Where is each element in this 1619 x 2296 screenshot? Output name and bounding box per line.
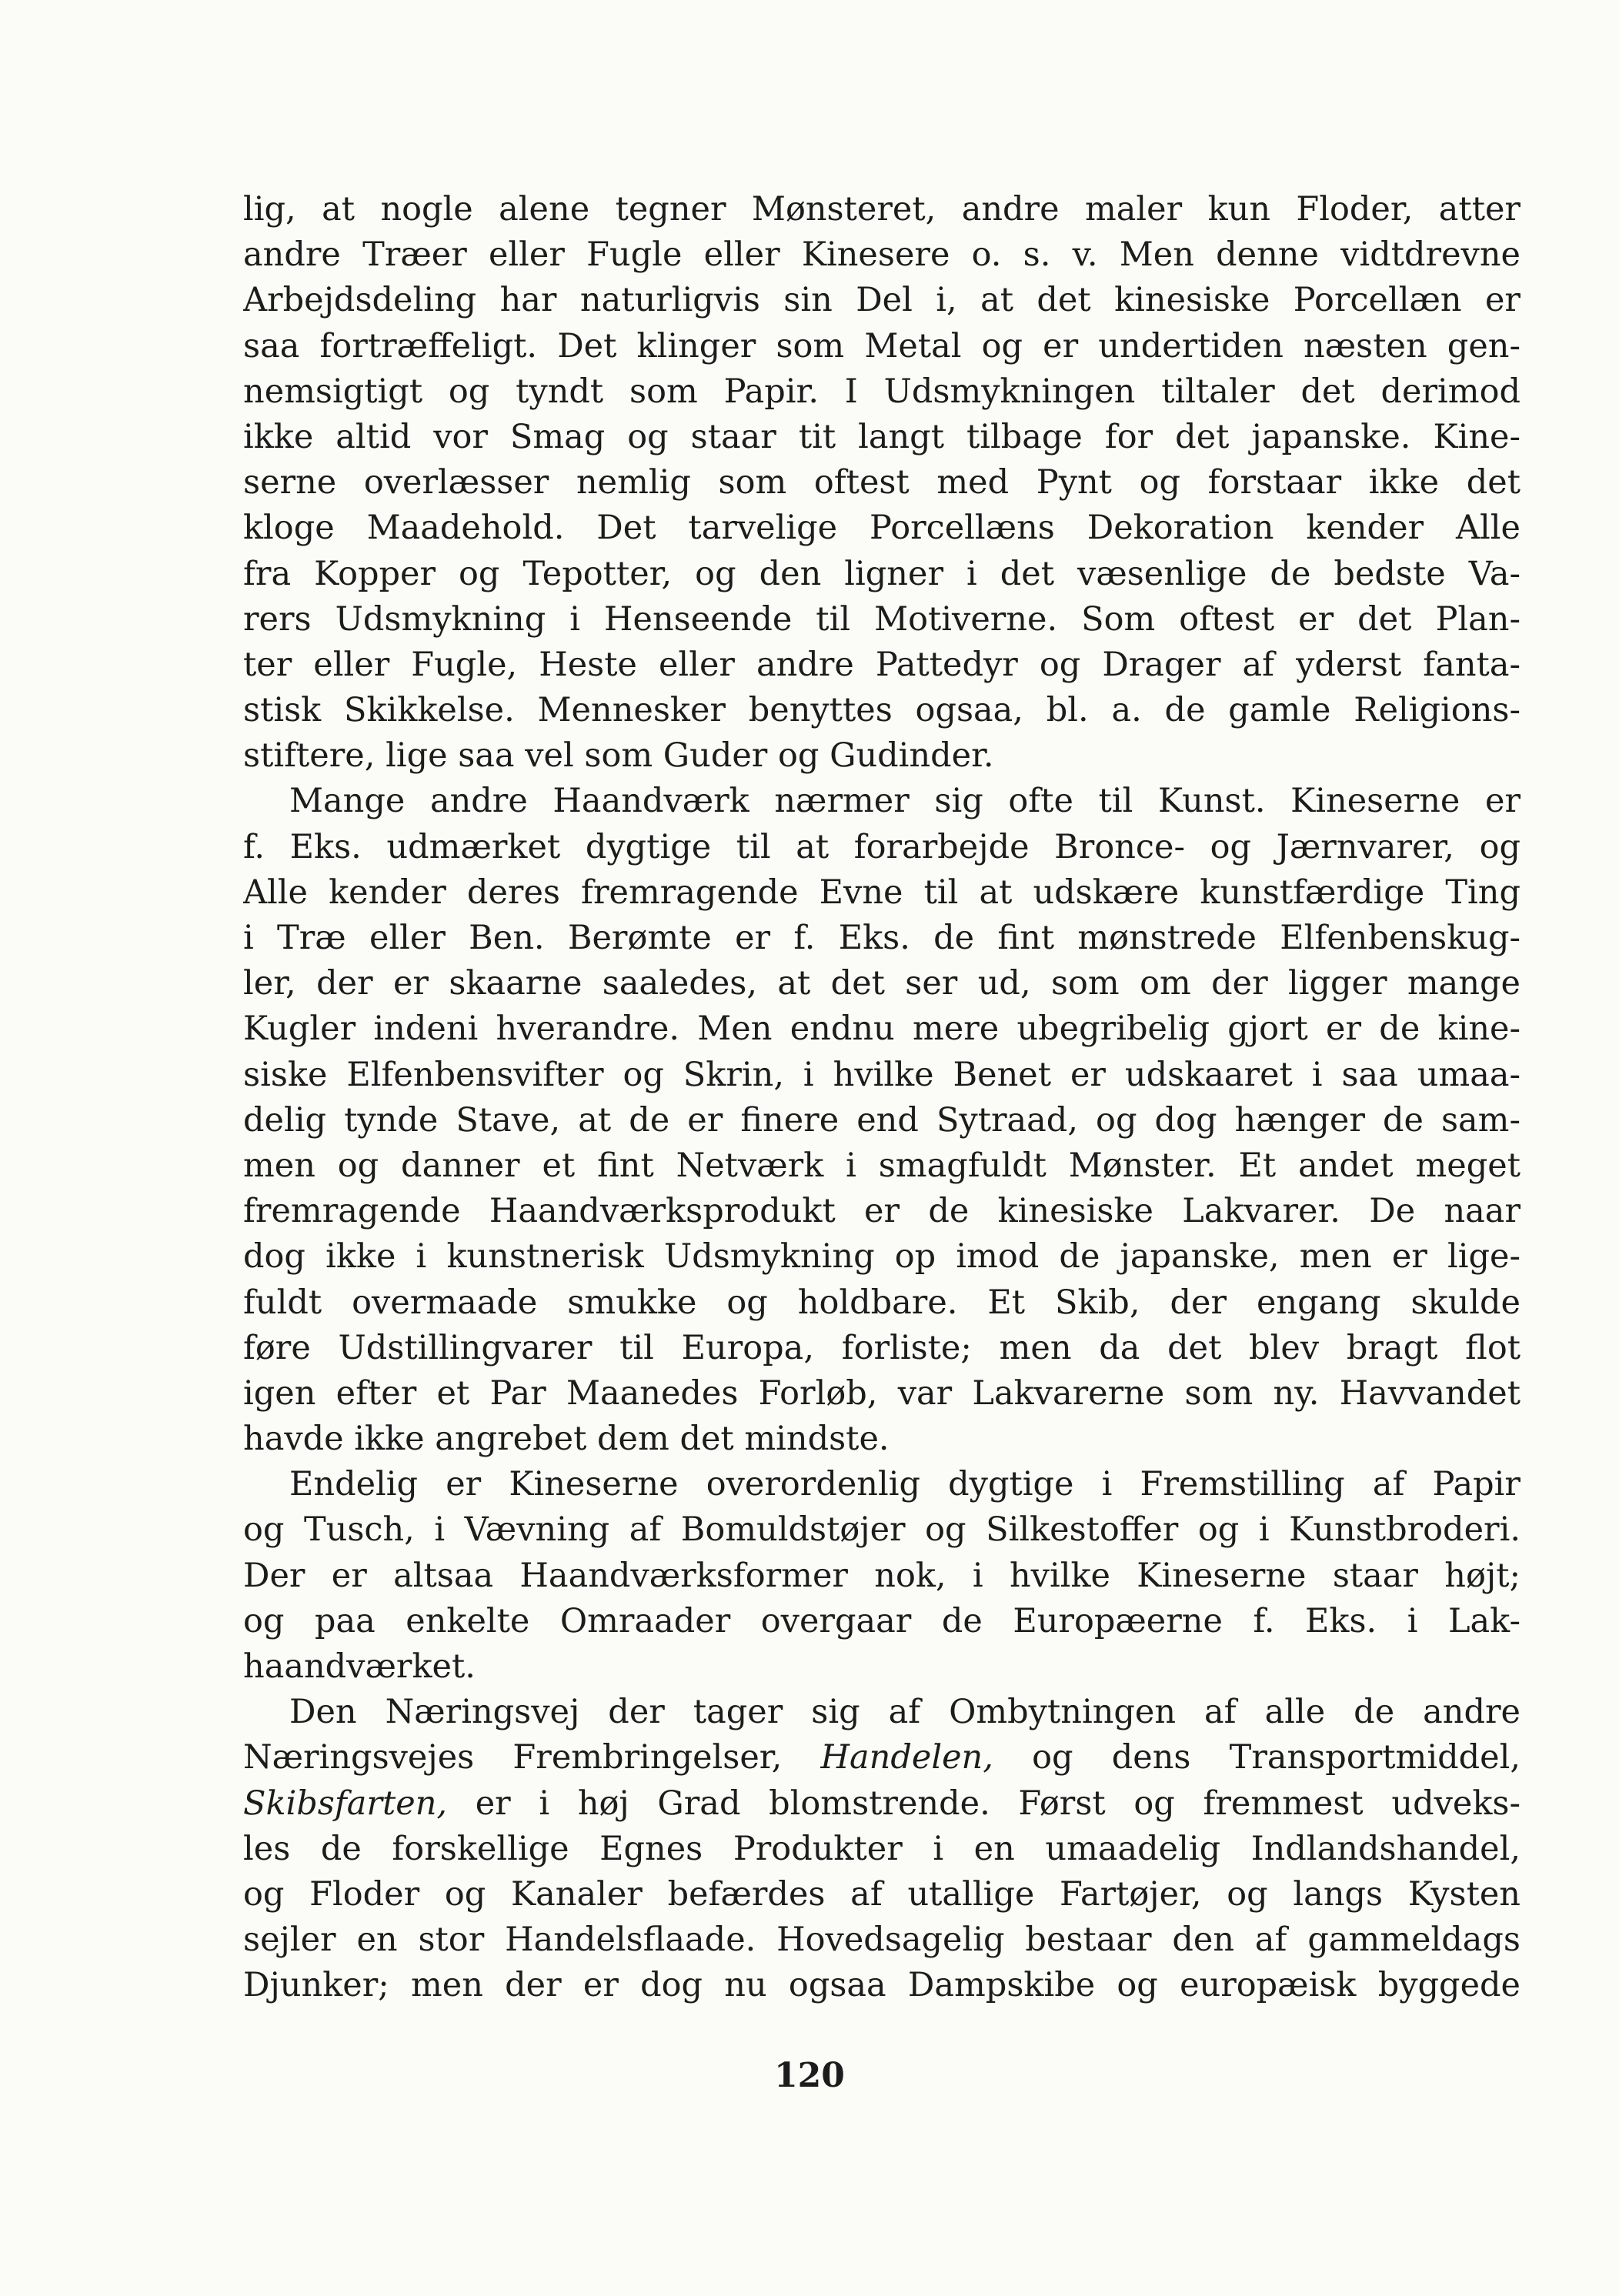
text-line: Mange andre Haandværk nærmer sig ofte til Kunst. Kineserne er: [289, 782, 1521, 821]
text-line: ikke altid vor Smag og staar tit langt tilbage for det japanske. Kine-: [243, 417, 1521, 456]
body-text: [243, 187, 1521, 2009]
text-line: saa fortræffeligt. Det klinger som Metal og er undertiden næsten gen-: [243, 326, 1521, 365]
text-line: ler, der er skaarne saaledes, at det ser ud, som om der ligger mange: [243, 964, 1521, 1003]
text-line: les de forskellige Egnes Produkter i en umaadelig Indlandshandel,: [243, 1829, 1521, 1868]
page-number: 120: [774, 2056, 845, 2095]
text-line: føre Udstillingvarer til Europa, forliste; men da det blev bragt flot: [243, 1328, 1521, 1367]
text-line: f. Eks. udmærket dygtige til at forarbejde Bronce- og Jærnvarer, og: [243, 827, 1521, 866]
italic-term: Skibsfarten,: [243, 1784, 448, 1823]
text-line: ter eller Fugle, Heste eller andre Pattedyr og Drager af yderst fanta-: [243, 645, 1521, 684]
text-line: serne overlæsser nemlig som oftest med Pynt og forstaar ikke det: [243, 463, 1521, 502]
text-line: igen efter et Par Maanedes Forløb, var Lakvarerne som ny. Havvandet: [243, 1373, 1521, 1413]
text-line: [243, 1690, 1521, 1735]
text-line: i Træ eller Ben. Berømte er f. Eks. de fint mønstrede Elfenbenskug-: [243, 919, 1521, 957]
text-line: rers Udsmykning i Henseende til Motiverne. Som oftest er det Plan-: [243, 599, 1521, 639]
text-line: og Tusch, i Vævning af Bomuldstøjer og Silkestoffer og i Kunstbroderi.: [243, 1510, 1521, 1550]
text-line: Kugler indeni hverandre. Men endnu mere ubegribelig gjort er de kine-: [243, 1010, 1521, 1049]
text-line: fuldt overmaade smukke og holdbare. Et Skib, der engang skulde: [243, 1283, 1521, 1322]
italic-term: Handelen,: [820, 1738, 993, 1777]
text-line: Djunker; men der er dog nu ogsaa Dampskibe og europæisk byggede: [243, 1966, 1521, 2005]
text-line: delig tynde Stave, at de er finere end Sytraad, og dog hænger de sam-: [243, 1100, 1521, 1140]
text-line: fra Kopper og Tepotter, og den ligner i det væsenlige de bedste Va-: [243, 554, 1521, 593]
text-line: stisk Skikkelse. Mennesker benyttes ogsaa, bl. a. de gamle Religions-: [243, 691, 1521, 730]
text-line: havde ikke angrebet dem det mindste.: [243, 1420, 890, 1459]
text-line: lig, at nogle alene tegner Mønsteret, andre maler kun Floder, atter: [243, 190, 1521, 229]
text-line: Alle kender deres fremragende Evne til at udskære kunstfærdige Ting: [243, 873, 1521, 912]
text-line: stiftere, lige saa vel som Guder og Gudinder.: [243, 736, 994, 776]
text-line: fremragende Haandværksprodukt er de kinesiske Lakvarer. De naar: [243, 1192, 1521, 1231]
text-segment: Næringsvejes Frembringelser,: [243, 1738, 821, 1777]
text-line: Endelig er Kineserne overordenlig dygtige i Fremstilling af Papir: [289, 1465, 1521, 1504]
text-line: kloge Maadehold. Det tarvelige Porcellæns Dekoration kender Alle: [243, 509, 1521, 548]
text-line: [243, 1781, 1521, 1827]
text-segment: og dens Transportmiddel,: [993, 1738, 1521, 1777]
text-line: Der er altsaa Haandværksformer nok, i hvilke Kineserne staar højt;: [243, 1556, 1521, 1595]
text-line: nemsigtigt og tyndt som Papir. I Udsmykningen tiltaler det derimod: [243, 372, 1521, 411]
text-line: sejler en stor Handelsflaade. Hovedsagelig bestaar den af gammeldags: [243, 1921, 1521, 1960]
text-line: men og danner et fint Netværk i smagfuldt Mønster. Et andet meget: [243, 1146, 1521, 1185]
text-line: og paa enkelte Omraader overgaar de Europæerne f. Eks. i Lak-: [243, 1601, 1521, 1640]
text-line: Arbejdsdeling har naturligvis sin Del i, at det kinesiske Porcellæn er: [243, 281, 1521, 320]
text-line: dog ikke i kunstnerisk Udsmykning op imod de japanske, men er lige-: [243, 1237, 1521, 1276]
text-segment: Den Næringsvej der tager sig af Ombytningen af alle de andre: [289, 1693, 1521, 1732]
text-line: [243, 1735, 1521, 1780]
text-line: andre Træer eller Fugle eller Kinesere o. s. v. Men denne vidtdrevne: [243, 235, 1521, 275]
text-segment: er i høj Grad blomstrende. Først og fremmest udveks-: [447, 1784, 1521, 1823]
text-line: haandværket.: [243, 1647, 476, 1686]
text-line: og Floder og Kanaler befærdes af utallige Fartøjer, og langs Kysten: [243, 1874, 1521, 1914]
text-line: siske Elfenbensvifter og Skrin, i hvilke Benet er udskaaret i saa umaa-: [243, 1055, 1521, 1094]
